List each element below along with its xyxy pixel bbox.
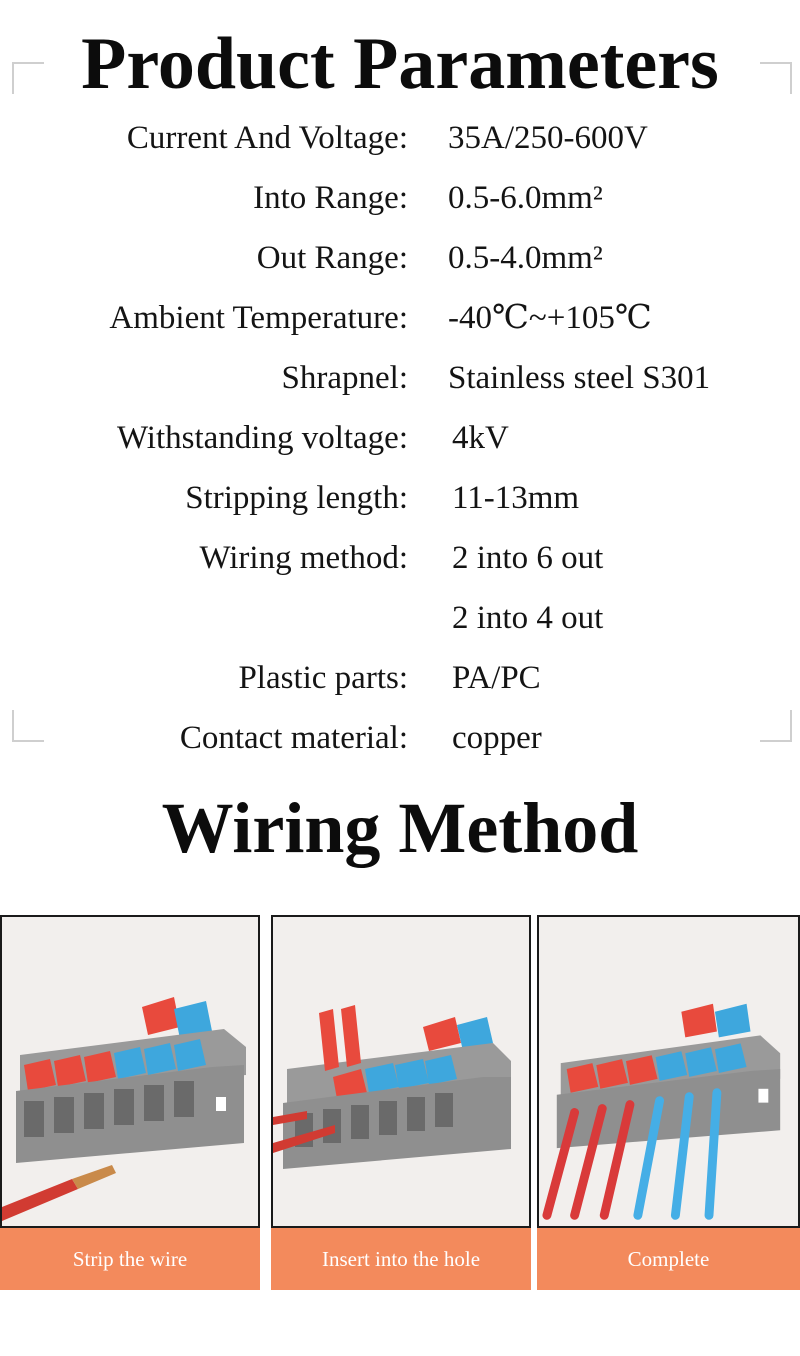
param-row bbox=[0, 348, 800, 408]
param-value: 0.5-6.0mm² bbox=[448, 180, 603, 216]
param-value: 35A/250-600V bbox=[448, 120, 648, 156]
param-label: Stripping length: bbox=[185, 480, 408, 516]
param-label: Ambient Temperature: bbox=[109, 300, 408, 336]
param-value: 2 into 6 out bbox=[452, 540, 604, 576]
param-label: Out Range: bbox=[256, 240, 408, 276]
wiring-steps bbox=[0, 915, 800, 1290]
wiring-method-title: Wiring Method bbox=[161, 788, 639, 868]
param-label: Contact material: bbox=[179, 720, 408, 756]
param-value: copper bbox=[452, 720, 542, 756]
step-complete bbox=[537, 915, 800, 1290]
param-row bbox=[0, 408, 800, 468]
param-label: Withstanding voltage: bbox=[116, 420, 408, 456]
connector-with-stripped-wire-photo bbox=[0, 915, 260, 1228]
step-caption: Complete bbox=[537, 1228, 800, 1290]
param-row bbox=[0, 168, 800, 228]
param-row bbox=[0, 468, 800, 528]
param-row bbox=[0, 528, 800, 588]
param-label: Shrapnel: bbox=[281, 360, 408, 396]
connector-illustration bbox=[273, 917, 529, 1226]
connector-lever-open-wire-insert-photo bbox=[271, 915, 531, 1228]
param-value: PA/PC bbox=[452, 660, 541, 696]
param-label: Current And Voltage: bbox=[126, 120, 408, 156]
param-value: -40℃~+105℃ bbox=[448, 300, 652, 336]
connector-illustration bbox=[2, 917, 258, 1226]
step-caption: Strip the wire bbox=[0, 1228, 260, 1290]
param-row bbox=[0, 288, 800, 348]
param-row bbox=[0, 708, 800, 768]
product-parameters-title: Product Parameters bbox=[81, 23, 719, 105]
param-label: Wiring method: bbox=[199, 540, 408, 576]
param-value: Stainless steel S301 bbox=[448, 360, 711, 396]
connector-illustration bbox=[539, 917, 795, 1226]
param-row bbox=[0, 588, 800, 648]
param-label: Into Range: bbox=[253, 180, 408, 216]
step-strip-wire bbox=[0, 915, 260, 1290]
parameters-table bbox=[0, 108, 800, 768]
param-value: 11-13mm bbox=[452, 480, 580, 516]
param-row bbox=[0, 228, 800, 288]
param-value: 4kV bbox=[452, 420, 509, 456]
step-insert-hole bbox=[271, 915, 531, 1290]
param-value: 0.5-4.0mm² bbox=[448, 240, 603, 276]
param-label: Plastic parts: bbox=[238, 660, 408, 696]
param-value: 2 into 4 out bbox=[452, 600, 604, 636]
param-row bbox=[0, 108, 800, 168]
connector-fully-wired-photo bbox=[537, 915, 800, 1228]
param-row bbox=[0, 648, 800, 708]
step-caption: Insert into the hole bbox=[271, 1228, 531, 1290]
